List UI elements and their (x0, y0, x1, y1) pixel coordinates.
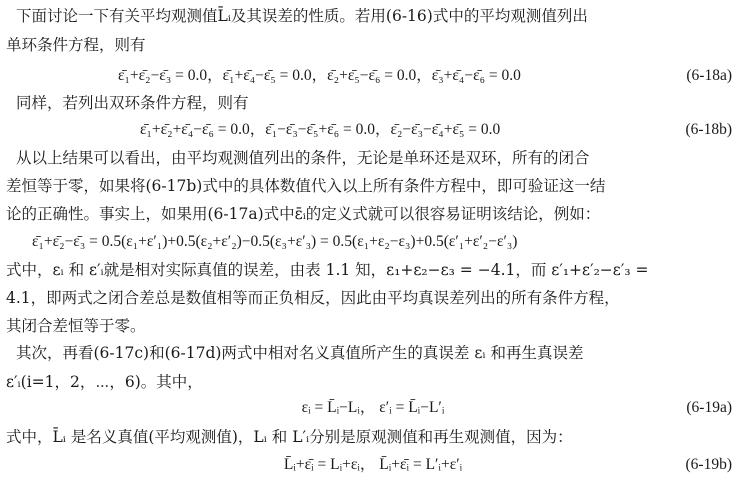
text-line-1: 下面讨论一下有关平均观测值L̄ᵢ及其误差的性质。若用(6-16)式中的平均观测值列出 (16, 7, 588, 25)
text-line-12: 式中，L̄ᵢ 是名义真值(平均观测值)，Lᵢ 和 L′ᵢ分别是原观测值和再生观测值，因为： (6, 428, 573, 446)
text-line-5: 差恒等于零，如果将(6-17b)式中的具体数值代入以上所有条件方程中，即可验证这一结 (6, 177, 606, 195)
equation-number-6-18a: (6-18a) (686, 67, 732, 84)
text-line-7: 式中，εᵢ 和 ε′ᵢ就是相对实际真值的误差，由表 1.1 知，ε₁+ε₂−ε₃ = −4.1，而 ε′₁+ε′₂−ε′₃ = (6, 261, 649, 279)
equation-6-19b: L̄ᵢ+ε̄ᵢ = Lᵢ+εᵢ， L̄ᵢ+ε̄ᵢ = L′ᵢ+ε′ᵢ (283, 456, 463, 473)
equation-number-6-19b: (6-19b) (685, 456, 732, 473)
text-line-4: 从以上结果可以看出，由平均观测值列出的条件，无论是单环还是双环，所有的闭合 (16, 149, 590, 167)
equation-6-19a: εᵢ = L̄ᵢ−Lᵢ， ε′ᵢ = L̄ᵢ−L′ᵢ (301, 399, 445, 416)
equation-number-6-18b: (6-18b) (685, 121, 732, 138)
text-line-9: 其闭合差恒等于零。 (6, 317, 146, 335)
text-line-10: 其次，再看(6-17c)和(6-17d)两式中相对名义真值所产生的真误差 εᵢ 和再生真误差 (16, 344, 584, 362)
text-line-11: ε′ᵢ(i=1，2，⋯，6)。其中， (6, 373, 203, 391)
text-line-8: 4.1，即两式之闭合差总是数值相等而正负相反，因此由平均真误差列出的所有条件方程， (6, 289, 620, 307)
text-line-6: 论的正确性。事实上，如果用(6-17a)式中ε̄ᵢ的定义式就可以很容易证明该结论，例如： (6, 205, 601, 223)
equation-6-18b: ε̄₁+ε̄₂+ε̄₄−ε̄₆ = 0.0，ε̄₁−ε̄₃−ε̄₅+ε̄₆ = 0.0，ε̄₂−ε̄₃−ε̄₄+ε̄₅ = 0.0 (140, 121, 501, 138)
text-line-2: 单环条件方程，则有 (6, 36, 146, 54)
text-line-3: 同样，若列出双环条件方程，则有 (16, 94, 249, 112)
equation-expansion: ε̄₁+ε̄₂−ε̄₃ = 0.5(ε₁+ε′₁)+0.5(ε₂+ε′₂)−0.5(ε₃+ε′₃) = 0.5(ε₁+ε₂−ε₃)+0.5(ε′₁+ε′₂−ε′₃) (32, 233, 518, 250)
equation-6-18a: ε̄₁+ε̄₂−ε̄₃ = 0.0，ε̄₁+ε̄₄−ε̄₅ = 0.0，ε̄₂+ε̄₅−ε̄₆ = 0.0，ε̄₃+ε̄₄−ε̄₆ = 0.0 (118, 67, 521, 84)
equation-number-6-19a: (6-19a) (686, 399, 732, 416)
